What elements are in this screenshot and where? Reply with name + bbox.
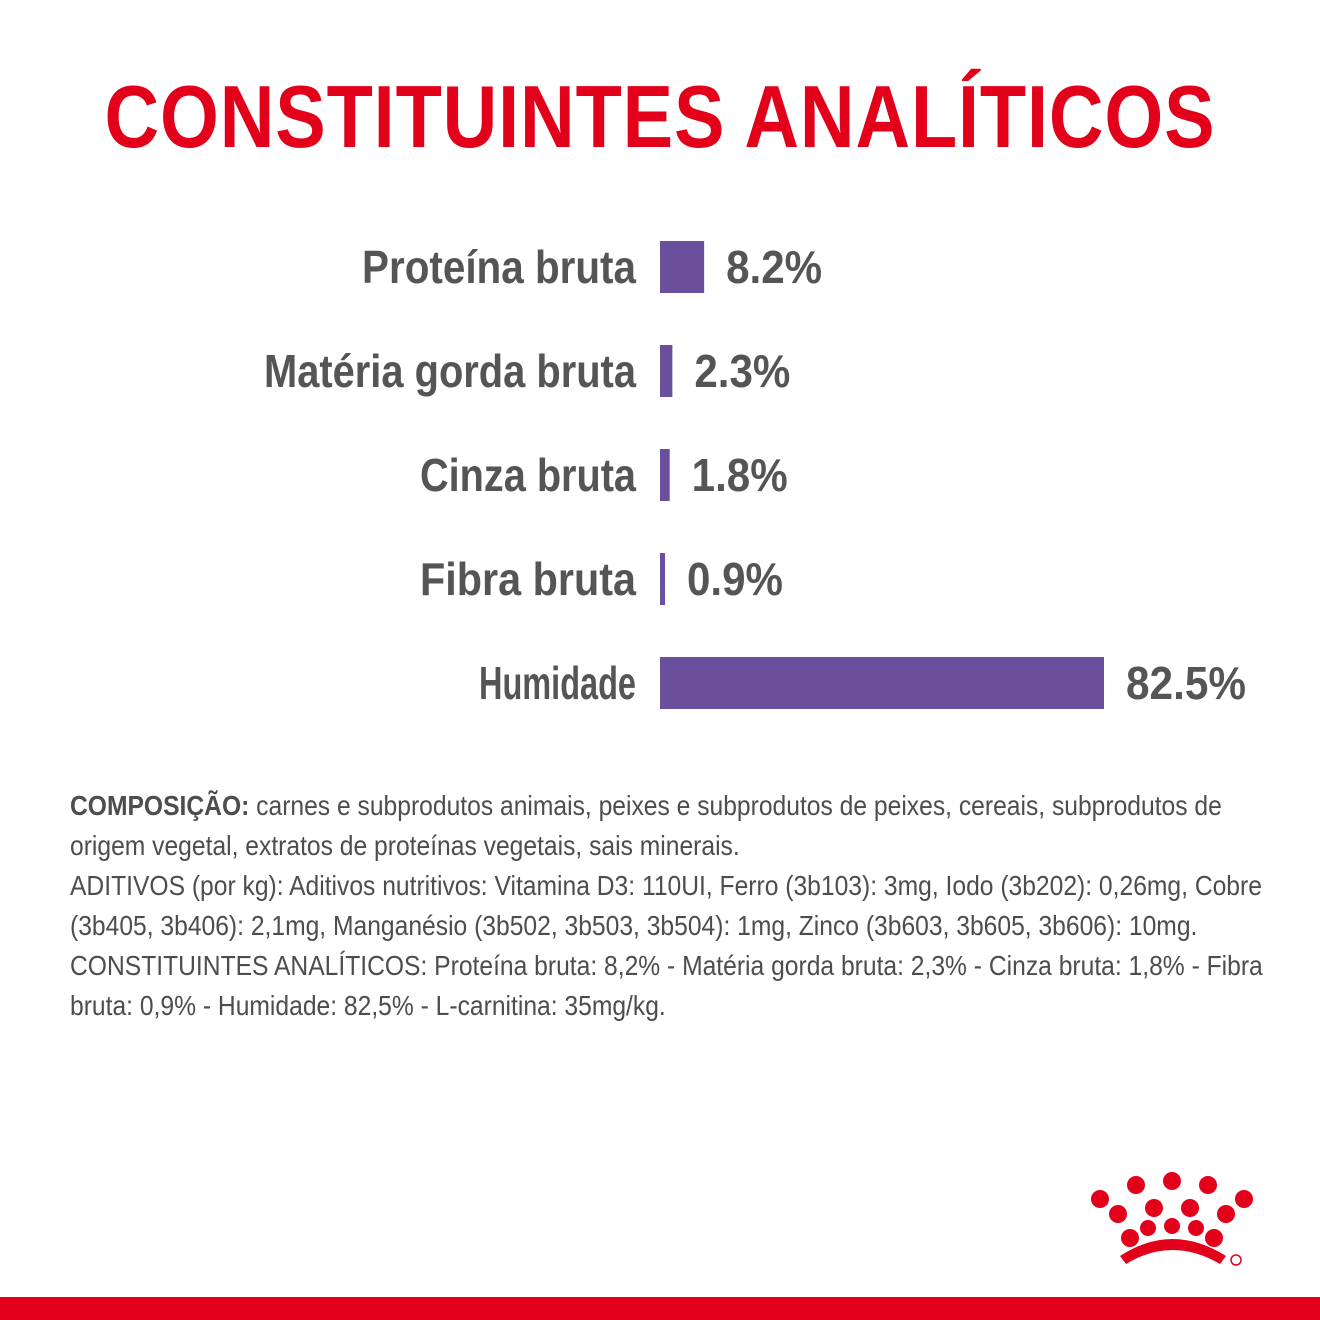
- category-label: Fibra bruta: [420, 553, 637, 605]
- composition-label: COMPOSIÇÃO:: [70, 790, 250, 821]
- bar: [660, 657, 1104, 709]
- data-label: 8.2%: [726, 241, 823, 293]
- nutrient-bar-chart: [0, 210, 1320, 740]
- bar: [660, 553, 665, 605]
- data-label: 1.8%: [691, 449, 788, 501]
- additives-paragraph: ADITIVOS (por kg): Aditivos nutritivos: Vitamina D3: 110UI, Ferro (3b103): 3mg, Iodo (3b202): 0,26mg, Cobre (3b405, 3b406): 2,1mg, Manganésio (3b502, 3b503, 3b504): 1mg, Zinco (3b603, 3b605, 3b606): 10mg.: [70, 870, 1262, 941]
- royal-canin-crown-logo-icon: [1084, 1168, 1259, 1268]
- composition-paragraph: [70, 786, 1270, 866]
- analytical-paragraph: CONSTITUINTES ANALÍTICOS: Proteína bruta: 8,2% - Matéria gorda bruta: 2,3% - Cinza bruta: 1,8% - Fibra bruta: 0,9% - Humidade: 82,5% - L-carnitina: 35mg/kg.: [70, 950, 1263, 1021]
- bar: [660, 241, 704, 293]
- composition-ingredients: carnes e subprodutos animais, peixes e subprodutos de peixes, cereais, subprodutos de origem vegetal, extratos de proteínas vegetais, sais minerais.: [70, 790, 1222, 861]
- bottom-brand-bar: [0, 1297, 1320, 1320]
- category-label: Cinza bruta: [420, 449, 637, 501]
- data-label: 0.9%: [687, 553, 783, 605]
- data-label: 82.5%: [1126, 657, 1246, 709]
- composition-text: [70, 786, 1270, 1026]
- page-title: CONSTITUINTES ANALÍTICOS: [104, 67, 1216, 166]
- category-label: Humidade: [479, 657, 636, 709]
- category-label: Proteína bruta: [362, 241, 637, 293]
- data-label: 2.3%: [694, 345, 791, 397]
- category-label: Matéria gorda bruta: [264, 345, 637, 397]
- bar: [660, 345, 672, 397]
- bar: [660, 449, 670, 501]
